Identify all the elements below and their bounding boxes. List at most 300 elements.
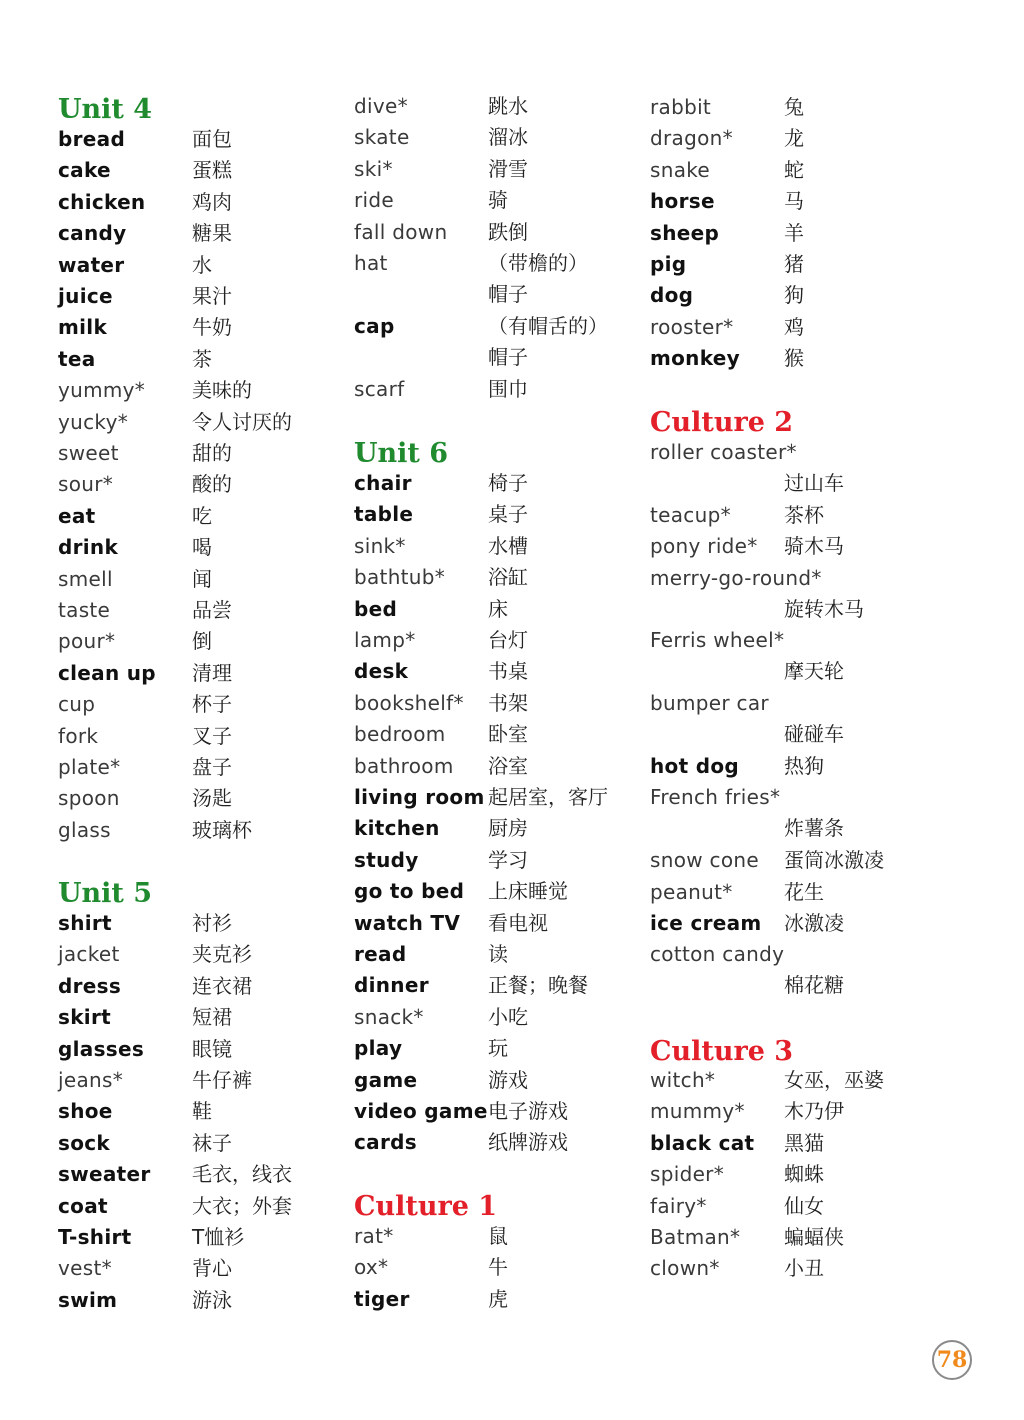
english-word: bread bbox=[58, 127, 126, 151]
chinese-translation: 糖果 bbox=[192, 221, 232, 246]
english-word: hat bbox=[354, 251, 388, 275]
english-word: cake bbox=[58, 158, 111, 183]
english-word: glasses bbox=[58, 1036, 145, 1061]
vocab-entry-horse bbox=[650, 188, 970, 219]
english-word: sheep bbox=[650, 220, 720, 245]
english-word: shirt bbox=[58, 911, 112, 935]
section-heading-unit-5: Unit 5 bbox=[58, 878, 153, 909]
english-word: French fries* bbox=[650, 785, 781, 810]
chinese-translation: 正餐；晚餐 bbox=[488, 973, 588, 998]
chinese-translation: 骑 bbox=[488, 188, 508, 213]
english-word: coat bbox=[58, 1193, 108, 1218]
vocab-entry-shirt bbox=[58, 910, 378, 941]
chinese-translation: 木乃伊 bbox=[784, 1099, 844, 1124]
section-heading-culture-2: Culture 2 bbox=[650, 407, 794, 438]
vocab-entry-french-fries bbox=[650, 784, 970, 841]
english-word: skate bbox=[354, 125, 410, 150]
english-word: drink bbox=[58, 535, 119, 560]
chinese-translation: 冰激凌 bbox=[784, 911, 844, 935]
vocab-entry-eat bbox=[58, 503, 378, 534]
chinese-translation: 茶杯 bbox=[784, 502, 824, 527]
chinese-translation: 纸牌游戏 bbox=[488, 1130, 568, 1155]
vocab-entry-juice bbox=[58, 283, 378, 314]
chinese-translation: 女巫，巫婆 bbox=[784, 1068, 884, 1092]
vocab-entry-monkey bbox=[650, 345, 970, 376]
section-heading-unit-6: Unit 6 bbox=[354, 438, 449, 469]
english-word: snack* bbox=[354, 1004, 424, 1029]
chinese-translation: 椅子 bbox=[488, 471, 528, 495]
english-word: bookshelf* bbox=[354, 690, 464, 715]
chinese-translation: 美味的 bbox=[192, 378, 252, 403]
vocab-entry-dive bbox=[354, 93, 674, 124]
english-word: dragon* bbox=[650, 126, 733, 151]
english-word: go to bed bbox=[354, 879, 465, 904]
vocab-entry-hat bbox=[354, 250, 674, 281]
chinese-translation: 炸薯条 bbox=[784, 816, 844, 841]
vocab-entry-clown bbox=[650, 1255, 970, 1286]
vocab-entry-dragon bbox=[650, 125, 970, 156]
vocab-entry-coat bbox=[58, 1193, 378, 1224]
chinese-translation: 浴室 bbox=[488, 753, 528, 778]
english-word: fork bbox=[58, 723, 99, 748]
english-word: cards bbox=[354, 1130, 417, 1155]
english-word: bathtub* bbox=[354, 565, 446, 590]
english-word: ride bbox=[354, 188, 394, 213]
english-word: horse bbox=[650, 189, 715, 214]
chinese-translation: 大衣；外套 bbox=[192, 1193, 292, 1218]
vocab-entry-table bbox=[354, 501, 674, 532]
chinese-translation: 袜子 bbox=[192, 1130, 232, 1155]
vocab-entry-ferris-wheel bbox=[650, 627, 970, 684]
chinese-translation: 汤匙 bbox=[192, 786, 232, 811]
chinese-translation: 台灯 bbox=[488, 628, 528, 652]
chinese-translation: 羊 bbox=[784, 220, 804, 245]
english-word: spoon bbox=[58, 786, 120, 811]
vocab-entry-cotton-candy bbox=[650, 941, 970, 998]
vocab-entry-ride bbox=[354, 187, 674, 218]
english-word: pig bbox=[650, 252, 687, 276]
vocab-entry-rooster bbox=[650, 314, 970, 345]
chinese-translation: 毛衣，线衣 bbox=[192, 1162, 292, 1187]
english-word: chicken bbox=[58, 189, 146, 214]
vocab-entry-candy bbox=[58, 220, 378, 251]
vocab-entry-tiger bbox=[354, 1286, 674, 1317]
english-word: sink* bbox=[354, 533, 406, 558]
english-word: skirt bbox=[58, 1005, 111, 1030]
chinese-translation: 虎 bbox=[488, 1286, 508, 1311]
english-word: fairy* bbox=[650, 1193, 707, 1218]
english-word: scarf bbox=[354, 376, 405, 401]
english-word: bed bbox=[354, 596, 398, 621]
chinese-translation: 床 bbox=[488, 596, 508, 621]
english-word: chair bbox=[354, 471, 412, 495]
chinese-translation: 牛奶 bbox=[192, 315, 232, 340]
chinese-translation: 游泳 bbox=[192, 1287, 232, 1312]
chinese-translation: 读 bbox=[488, 942, 508, 966]
english-word: snake bbox=[650, 157, 711, 182]
chinese-translation: 滑雪 bbox=[488, 156, 528, 181]
english-word: living room bbox=[354, 785, 485, 809]
english-word: roller coaster* bbox=[650, 440, 797, 464]
chinese-translation: 帽子 bbox=[488, 282, 528, 307]
chinese-translation: 猴 bbox=[784, 346, 804, 371]
english-word: ox* bbox=[354, 1255, 389, 1280]
english-word: juice bbox=[58, 284, 113, 308]
chinese-translation: 鸡肉 bbox=[192, 189, 232, 214]
vocab-entry-hot-dog bbox=[650, 753, 970, 784]
vocab-entry-mummy bbox=[650, 1098, 970, 1129]
english-word: black cat bbox=[650, 1130, 755, 1155]
chinese-translation: 鸡 bbox=[784, 314, 804, 339]
vocab-entry-cup bbox=[58, 691, 378, 722]
chinese-translation: 短裙 bbox=[192, 1005, 232, 1030]
vocab-entry-video-game bbox=[354, 1098, 674, 1129]
english-word: sweet bbox=[58, 441, 119, 465]
vocab-entry-go-to-bed bbox=[354, 878, 674, 909]
vocab-entry-plate bbox=[58, 754, 378, 785]
vocab-entry-pony-ride bbox=[650, 533, 970, 564]
chinese-translation: 面包 bbox=[192, 127, 232, 151]
english-word: lamp* bbox=[354, 628, 416, 652]
chinese-translation: 蛋糕 bbox=[192, 158, 232, 183]
vocab-entry-cake bbox=[58, 157, 378, 188]
chinese-translation: 猪 bbox=[784, 252, 804, 276]
chinese-translation: 牛仔裤 bbox=[192, 1068, 252, 1092]
english-word: clean up bbox=[58, 660, 156, 685]
chinese-translation: 吃 bbox=[192, 503, 212, 528]
english-word: game bbox=[354, 1067, 418, 1092]
vocab-entry-play bbox=[354, 1035, 674, 1066]
chinese-translation: 玻璃杯 bbox=[192, 817, 252, 842]
chinese-translation: 鼠 bbox=[488, 1224, 508, 1248]
chinese-translation: 品尝 bbox=[192, 598, 232, 622]
english-word: peanut* bbox=[650, 879, 733, 904]
vocab-entry-vest bbox=[58, 1255, 378, 1286]
vocab-entry-bed bbox=[354, 596, 674, 627]
section-heading-culture-1: Culture 1 bbox=[354, 1191, 498, 1222]
vocab-entry-roller-coaster bbox=[650, 439, 970, 495]
chinese-translation: 书架 bbox=[488, 690, 528, 715]
vocab-entry-t-shirt bbox=[58, 1224, 378, 1255]
vocab-entry-pour bbox=[58, 628, 378, 659]
english-word: dog bbox=[650, 283, 694, 308]
english-word: sweater bbox=[58, 1162, 151, 1187]
chinese-translation: 摩天轮 bbox=[784, 659, 844, 684]
english-word: taste bbox=[58, 598, 111, 622]
english-word: read bbox=[354, 942, 407, 966]
chinese-translation: 蛋筒冰激凌 bbox=[784, 848, 884, 873]
chinese-translation: （带檐的） bbox=[488, 251, 588, 275]
chinese-translation: 电子游戏 bbox=[488, 1099, 568, 1123]
english-word: desk bbox=[354, 659, 409, 684]
chinese-translation: 蝙蝠侠 bbox=[784, 1225, 844, 1249]
chinese-translation: 围巾 bbox=[488, 376, 528, 401]
english-word: dress bbox=[58, 973, 122, 998]
chinese-translation: 跌倒 bbox=[488, 219, 528, 244]
vocab-entry-study bbox=[354, 847, 674, 878]
vocab-entry-glasses bbox=[58, 1036, 378, 1067]
chinese-translation: 倒 bbox=[192, 629, 212, 654]
chinese-translation: 书桌 bbox=[488, 659, 528, 684]
vocab-entry-tea bbox=[58, 346, 378, 377]
vocab-entry-dog bbox=[650, 282, 970, 313]
chinese-translation: 马 bbox=[784, 189, 804, 214]
vocab-entry-peanut bbox=[650, 879, 970, 910]
english-word: pour* bbox=[58, 629, 116, 654]
vocab-entry-chicken bbox=[58, 189, 378, 220]
vocab-entry-dress bbox=[58, 973, 378, 1004]
vocab-entry-bumper-car bbox=[650, 690, 970, 747]
chinese-translation: 小丑 bbox=[784, 1256, 824, 1281]
english-word: dinner bbox=[354, 973, 429, 998]
chinese-translation: 厨房 bbox=[488, 816, 528, 841]
vocab-entry-game bbox=[354, 1067, 674, 1098]
vocab-entry-clean-up bbox=[58, 660, 378, 691]
english-word: play bbox=[354, 1036, 403, 1061]
chinese-translation: 龙 bbox=[784, 126, 804, 151]
vocab-entry-drink bbox=[58, 534, 378, 565]
english-word: ice cream bbox=[650, 911, 762, 935]
vocab-entry-swim bbox=[58, 1287, 378, 1318]
vocab-entry-watch-tv bbox=[354, 910, 674, 941]
vocab-entry-glass bbox=[58, 817, 378, 848]
vocab-entry-living-room bbox=[354, 784, 674, 815]
vocab-entry-snake bbox=[650, 157, 970, 188]
vocab-entry-fairy bbox=[650, 1193, 970, 1224]
chinese-translation: 令人讨厌的 bbox=[192, 409, 292, 434]
english-word: watch TV bbox=[354, 910, 461, 935]
chinese-translation: 骑木马 bbox=[784, 534, 844, 559]
vocab-entry-sheep bbox=[650, 220, 970, 251]
vocab-entry-batman bbox=[650, 1224, 970, 1255]
vocab-entry-fall-down bbox=[354, 219, 674, 250]
english-word: jacket bbox=[58, 942, 120, 967]
chinese-translation: 兔 bbox=[784, 95, 804, 119]
vocab-entry-sink bbox=[354, 533, 674, 564]
chinese-translation: 跳水 bbox=[488, 94, 528, 118]
chinese-translation: 玩 bbox=[488, 1036, 508, 1061]
section-heading-culture-3: Culture 3 bbox=[650, 1036, 794, 1067]
vocab-entry-chair bbox=[354, 470, 674, 501]
vocab-entry-bread bbox=[58, 126, 378, 157]
english-word: milk bbox=[58, 315, 108, 340]
chinese-translation: 花生 bbox=[784, 879, 824, 904]
english-word: tea bbox=[58, 346, 96, 371]
english-word: Ferris wheel* bbox=[650, 628, 785, 653]
chinese-translation: 热狗 bbox=[784, 754, 824, 778]
english-word: cup bbox=[58, 692, 96, 717]
vocab-entry-bedroom bbox=[354, 721, 674, 752]
chinese-translation: 桌子 bbox=[488, 502, 528, 527]
english-word: cap bbox=[354, 313, 395, 338]
vocab-entry-kitchen bbox=[354, 815, 674, 846]
english-word: jeans* bbox=[58, 1068, 124, 1092]
english-word: T-shirt bbox=[58, 1225, 132, 1249]
english-word: plate* bbox=[58, 755, 121, 779]
chinese-translation: 果汁 bbox=[192, 284, 232, 308]
vocab-entry-witch bbox=[650, 1067, 970, 1098]
vocab-entry-read bbox=[354, 941, 674, 972]
english-word: mummy* bbox=[650, 1099, 745, 1124]
vocab-entry-smell bbox=[58, 566, 378, 597]
chinese-translation: 连衣裙 bbox=[192, 973, 252, 998]
english-word: Batman* bbox=[650, 1225, 741, 1249]
english-word: cotton candy bbox=[650, 942, 785, 967]
english-word: merry-go-round* bbox=[650, 565, 822, 590]
vocab-entry-dinner bbox=[354, 972, 674, 1003]
chinese-translation: 闻 bbox=[192, 566, 212, 591]
english-word: eat bbox=[58, 503, 96, 528]
english-word: yucky* bbox=[58, 409, 129, 434]
vocab-entry-teacup bbox=[650, 502, 970, 533]
english-word: clown* bbox=[650, 1256, 720, 1281]
vocab-entry-blank bbox=[354, 281, 674, 312]
chinese-translation: 衬衫 bbox=[192, 911, 232, 935]
vocab-entry-cap bbox=[354, 313, 674, 344]
chinese-translation: 喝 bbox=[192, 535, 212, 560]
english-word: sour* bbox=[58, 472, 114, 497]
english-word: vest* bbox=[58, 1256, 112, 1281]
vocab-entry-desk bbox=[354, 658, 674, 689]
chinese-translation: 帽子 bbox=[488, 345, 528, 370]
vocab-entry-spider bbox=[650, 1161, 970, 1192]
english-word: bedroom bbox=[354, 722, 446, 747]
vocab-entry-ski bbox=[354, 156, 674, 187]
english-word: witch* bbox=[650, 1068, 716, 1092]
chinese-translation: T恤衫 bbox=[192, 1225, 245, 1249]
english-word: rat* bbox=[354, 1224, 394, 1248]
page-number-badge: 78 bbox=[932, 1340, 972, 1380]
english-word: candy bbox=[58, 221, 127, 246]
chinese-translation: 黑猫 bbox=[784, 1130, 824, 1155]
english-word: swim bbox=[58, 1287, 118, 1312]
english-word: spider* bbox=[650, 1162, 724, 1187]
vocab-entry-scarf bbox=[354, 376, 674, 407]
chinese-translation: 仙女 bbox=[784, 1193, 824, 1218]
english-word: dive* bbox=[354, 94, 408, 118]
chinese-translation: 小吃 bbox=[488, 1004, 528, 1029]
english-word: bathroom bbox=[354, 753, 454, 778]
chinese-translation: 夹克衫 bbox=[192, 942, 252, 967]
english-word: study bbox=[354, 847, 419, 872]
vocab-entry-fork bbox=[58, 723, 378, 754]
vocab-entry-snow-cone bbox=[650, 847, 970, 878]
vocab-entry-blank bbox=[354, 344, 674, 375]
chinese-translation: （有帽舌的） bbox=[488, 313, 608, 338]
vocab-entry-snack bbox=[354, 1004, 674, 1035]
english-word: shoe bbox=[58, 1099, 113, 1124]
section-heading-unit-4: Unit 4 bbox=[58, 94, 153, 125]
chinese-translation: 水槽 bbox=[488, 533, 528, 558]
chinese-translation: 溜冰 bbox=[488, 125, 528, 150]
english-word: yummy* bbox=[58, 378, 146, 403]
english-word: hot dog bbox=[650, 754, 739, 778]
chinese-translation: 浴缸 bbox=[488, 565, 528, 590]
vocab-entry-sweater bbox=[58, 1161, 378, 1192]
vocab-entry-sour bbox=[58, 471, 378, 502]
vocab-entry-rat bbox=[354, 1223, 674, 1254]
chinese-translation: 鞋 bbox=[192, 1099, 212, 1124]
chinese-translation: 棉花糖 bbox=[784, 973, 844, 998]
english-word: smell bbox=[58, 566, 113, 591]
english-word: sock bbox=[58, 1130, 111, 1155]
english-word: fall down bbox=[354, 219, 448, 244]
vocab-entry-sock bbox=[58, 1130, 378, 1161]
chinese-translation: 旋转木马 bbox=[784, 596, 864, 621]
vocab-entry-milk bbox=[58, 314, 378, 345]
vocab-entry-yummy bbox=[58, 377, 378, 408]
vocab-entry-skirt bbox=[58, 1004, 378, 1035]
english-word: teacup* bbox=[650, 502, 731, 527]
vocab-entry-taste bbox=[58, 597, 378, 628]
vocab-entry-jacket bbox=[58, 941, 378, 972]
chinese-translation: 甜的 bbox=[192, 441, 232, 465]
english-word: monkey bbox=[650, 346, 740, 371]
english-word: table bbox=[354, 502, 414, 527]
chinese-translation: 杯子 bbox=[192, 692, 232, 717]
english-word: snow cone bbox=[650, 848, 759, 873]
chinese-translation: 叉子 bbox=[192, 723, 232, 748]
chinese-translation: 清理 bbox=[192, 660, 232, 685]
english-word: rabbit bbox=[650, 95, 712, 119]
chinese-translation: 狗 bbox=[784, 283, 804, 308]
english-word: pony ride* bbox=[650, 534, 758, 559]
chinese-translation: 水 bbox=[192, 252, 212, 277]
chinese-translation: 蜘蛛 bbox=[784, 1162, 824, 1187]
vocab-entry-lamp bbox=[354, 627, 674, 658]
vocab-entry-shoe bbox=[58, 1098, 378, 1129]
vocab-entry-rabbit bbox=[650, 94, 970, 125]
chinese-translation: 背心 bbox=[192, 1256, 232, 1281]
vocab-entry-skate bbox=[354, 124, 674, 155]
vocab-entry-spoon bbox=[58, 785, 378, 816]
chinese-translation: 起居室，客厅 bbox=[488, 785, 608, 809]
vocab-entry-bathroom bbox=[354, 753, 674, 784]
english-word: rooster* bbox=[650, 314, 734, 339]
english-word: tiger bbox=[354, 1286, 410, 1311]
chinese-translation: 看电视 bbox=[488, 910, 548, 935]
vocab-entry-bathtub bbox=[354, 564, 674, 595]
vocab-entry-ice-cream bbox=[650, 910, 970, 941]
vocab-entry-pig bbox=[650, 251, 970, 282]
english-word: ski* bbox=[354, 156, 393, 181]
chinese-translation: 牛 bbox=[488, 1255, 508, 1280]
vocab-entry-sweet bbox=[58, 440, 378, 471]
chinese-translation: 盘子 bbox=[192, 755, 232, 779]
vocab-entry-bookshelf bbox=[354, 690, 674, 721]
vocab-entry-black-cat bbox=[650, 1130, 970, 1161]
chinese-translation: 蛇 bbox=[784, 157, 804, 182]
chinese-translation: 学习 bbox=[488, 847, 528, 872]
vocab-entry-cards bbox=[354, 1129, 674, 1160]
chinese-translation: 茶 bbox=[192, 346, 212, 371]
vocab-entry-merry-go-round bbox=[650, 565, 970, 621]
chinese-translation: 上床睡觉 bbox=[488, 879, 568, 904]
chinese-translation: 卧室 bbox=[488, 722, 528, 747]
chinese-translation: 酸的 bbox=[192, 472, 232, 497]
chinese-translation: 游戏 bbox=[488, 1067, 528, 1092]
english-word: kitchen bbox=[354, 816, 440, 841]
chinese-translation: 眼镜 bbox=[192, 1036, 232, 1061]
vocab-entry-yucky bbox=[58, 409, 378, 440]
vocab-entry-jeans bbox=[58, 1067, 378, 1098]
english-word: bumper car bbox=[650, 691, 769, 716]
english-word: video game bbox=[354, 1099, 488, 1123]
chinese-translation: 过山车 bbox=[784, 471, 844, 495]
chinese-translation: 碰碰车 bbox=[784, 722, 844, 747]
english-word: glass bbox=[58, 817, 111, 842]
vocab-entry-ox bbox=[354, 1254, 674, 1285]
